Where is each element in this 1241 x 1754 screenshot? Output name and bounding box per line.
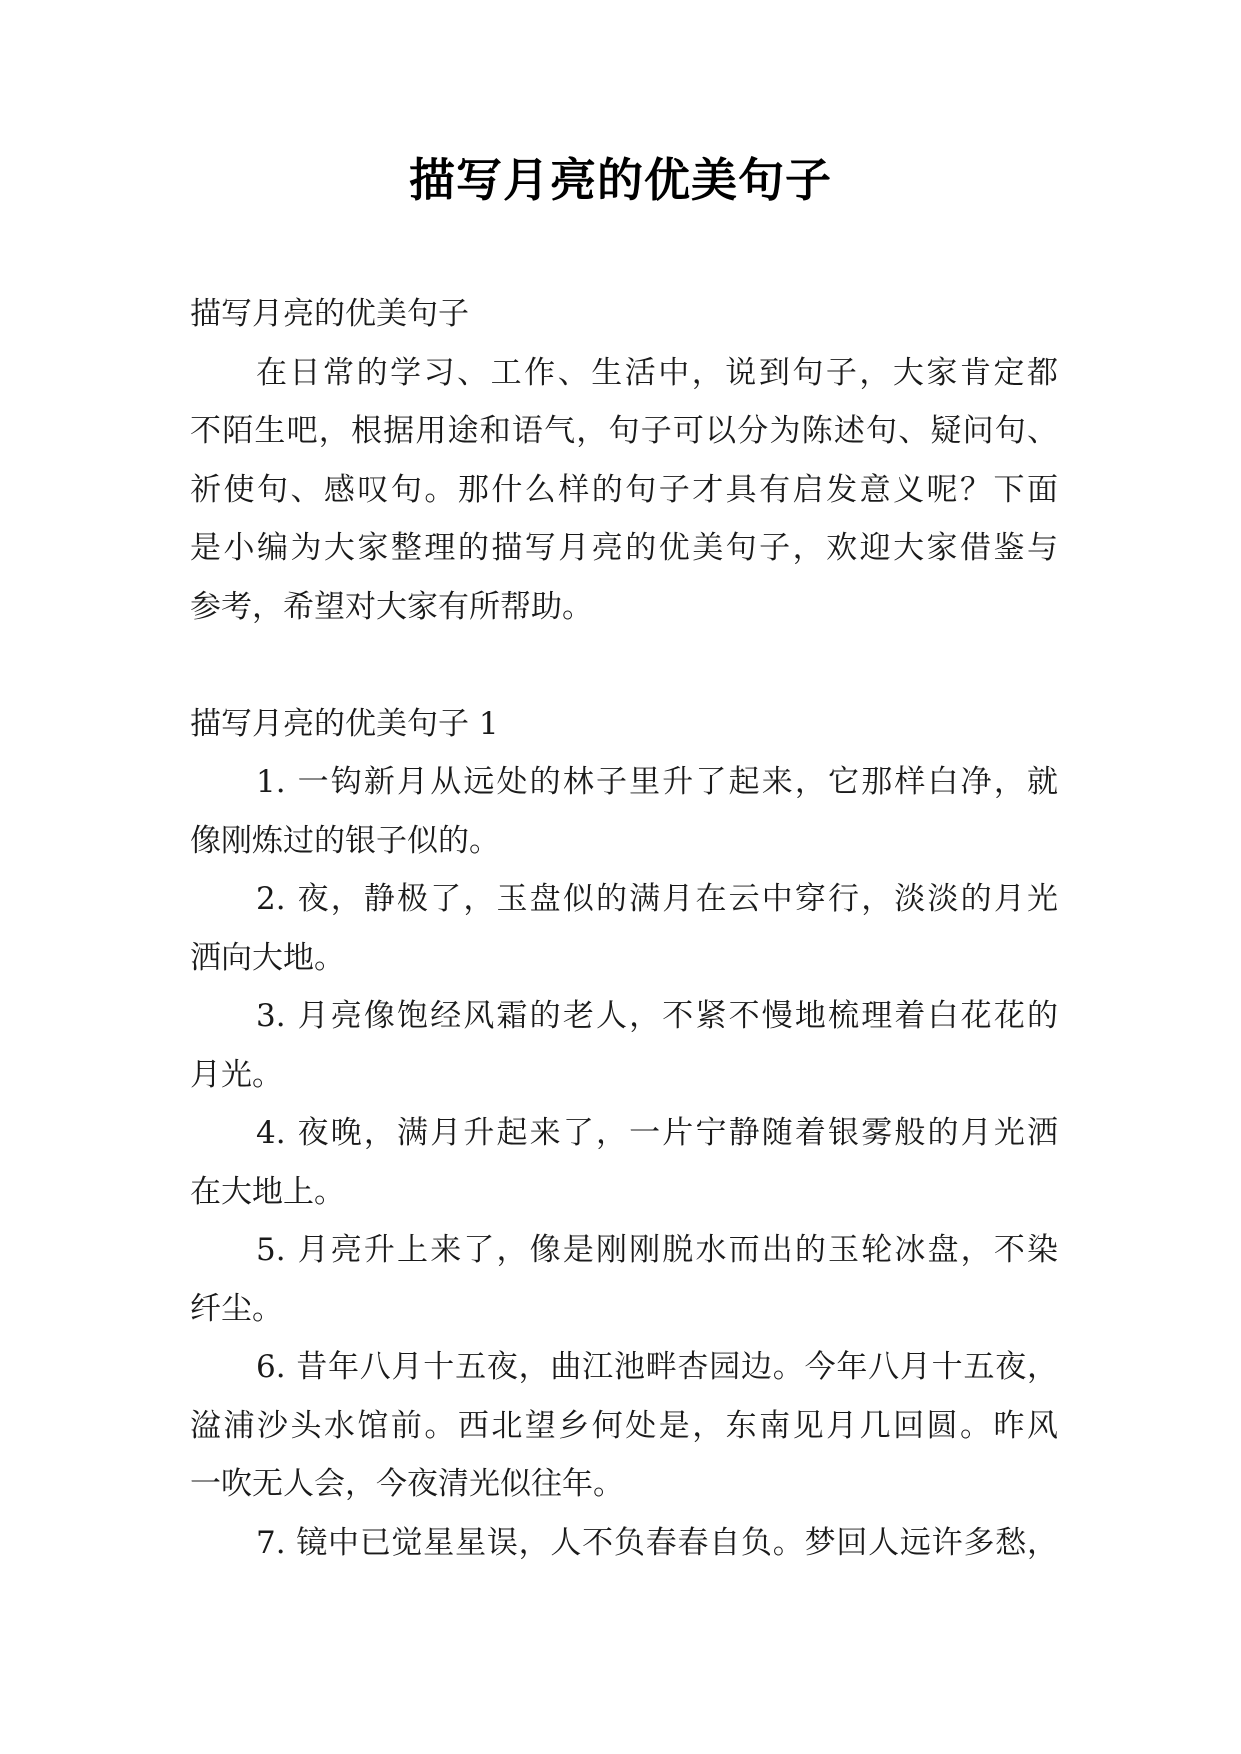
list-item-line: 月光。	[190, 1056, 283, 1093]
subtitle: 描写月亮的优美句子	[190, 296, 469, 332]
list-item-line: 7. 镜中已觉星星误，人不负春春自负。梦回人远许多愁，	[256, 1524, 1058, 1561]
list-item-line: 6. 昔年八月十五夜，曲江池畔杏园边。今年八月十五夜，	[256, 1349, 1058, 1385]
section-spacer	[190, 636, 1058, 695]
intro-line: 参考，希望对大家有所帮助。	[190, 588, 593, 625]
section-heading: 描写月亮的优美句子 1	[190, 705, 499, 742]
document-title: 描写月亮的优美句子	[409, 153, 832, 207]
list-item	[190, 870, 1058, 987]
list-item-line: 3. 月亮像饱经风霜的老人，不紧不慢地梳理着白花花的	[256, 998, 1058, 1034]
intro-paragraph	[190, 344, 1058, 637]
intro-line: 祈使句、感叹句。那什么样的句子才具有启发意义呢？下面	[190, 471, 1058, 508]
list-item-line: 2. 夜，静极了，玉盘似的满月在云中穿行，淡淡的月光	[256, 881, 1058, 917]
list-item-line: 洒向大地。	[190, 939, 345, 976]
intro-line: 不陌生吧，根据用途和语气，句子可以分为陈述句、疑问句、	[190, 413, 1058, 449]
list-item-line: 一吹无人会，今夜清光似往年。	[190, 1466, 624, 1502]
list-item-line: 4. 夜晚，满月升起来了，一片宁静随着银雾般的月光洒	[256, 1115, 1058, 1151]
list-item	[190, 1104, 1058, 1221]
intro-line: 是小编为大家整理的描写月亮的优美句子，欢迎大家借鉴与	[190, 530, 1058, 566]
document-body	[190, 285, 1058, 1572]
list-item	[190, 1514, 1058, 1573]
list-item	[190, 987, 1058, 1104]
list-item-line: 湓浦沙头水馆前。西北望乡何处是，东南见月几回圆。昨风	[190, 1407, 1058, 1444]
list-item-line: 在大地上。	[190, 1173, 345, 1210]
list-item	[190, 1221, 1058, 1338]
intro-line: 在日常的学习、工作、生活中，说到句子，大家肯定都	[256, 354, 1058, 391]
list-item-line: 像刚炼过的银子似的。	[190, 822, 500, 859]
list-item-line: 纤尘。	[190, 1290, 283, 1327]
list-item-line: 5. 月亮升上来了，像是刚刚脱水而出的玉轮冰盘，不染	[256, 1232, 1058, 1268]
list-item-line: 1. 一钩新月从远处的林子里升了起来，它那样白净，就	[256, 764, 1058, 800]
list-item	[190, 1338, 1058, 1514]
list-item	[190, 753, 1058, 870]
